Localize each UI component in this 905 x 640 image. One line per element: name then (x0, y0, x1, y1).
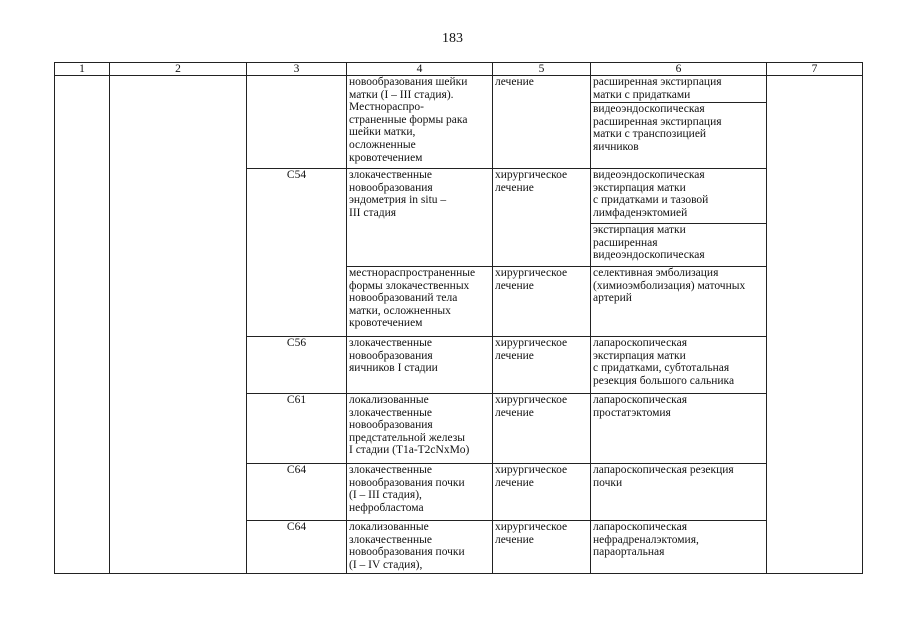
method-cell: экстирпация матки расширенная видеоэндоскопическая (591, 224, 767, 267)
page-number: 183 (442, 31, 463, 46)
table-row (55, 76, 863, 103)
condition-cell: злокачественные новообразования эндометрия in situ – III стадия (347, 169, 493, 267)
header-col-4: 4 (347, 63, 493, 76)
method-cell: видеоэндоскопическая расширенная экстирпация матки с транспозицией яичников (591, 103, 767, 169)
header-col-5: 5 (493, 63, 591, 76)
code-cell (247, 76, 347, 169)
col-7-cell (767, 76, 863, 574)
code-cell: С61 (247, 394, 347, 464)
code-cell: С54 (247, 169, 347, 337)
col-1-cell (55, 76, 110, 574)
header-col-3: 3 (247, 63, 347, 76)
header-col-6: 6 (591, 63, 767, 76)
col-2-cell (110, 76, 247, 574)
method-cell: лапароскопическая экстирпация матки с придатками, субтотальная резекция большого сальника (591, 337, 767, 394)
treatment-cell: хирургическое лечение (493, 267, 591, 337)
medical-care-table (54, 62, 863, 574)
condition-cell: локализованные злокачественные новообразования предстательной железы I стадии (T1a-T2cNxMo) (347, 394, 493, 464)
condition-cell: злокачественные новообразования почки (I – III стадия), нефробластома (347, 464, 493, 521)
treatment-cell: хирургическое лечение (493, 394, 591, 464)
method-cell: видеоэндоскопическая экстирпация матки с придатками и тазовой лимфаденэктомией (591, 169, 767, 224)
header-row (55, 63, 863, 76)
condition-cell: локализованные злокачественные новообразования почки (I – IV стадия), (347, 521, 493, 574)
code-cell: С64 (247, 521, 347, 574)
condition-cell: злокачественные новообразования яичников I стадии (347, 337, 493, 394)
header-col-1: 1 (55, 63, 110, 76)
code-cell: С56 (247, 337, 347, 394)
header-col-2: 2 (110, 63, 247, 76)
condition-cell: новообразования шейки матки (I – III стадия). Местнораспро- страненные формы рака шейки матки, осложненные кровотечением (347, 76, 493, 169)
treatment-cell: хирургическое лечение (493, 521, 591, 574)
condition-cell: местнораспространенные формы злокачественных новообразований тела матки, осложненных кровотечением (347, 267, 493, 337)
treatment-cell: лечение (493, 76, 591, 169)
method-cell: лапароскопическая резекция почки (591, 464, 767, 521)
method-cell: селективная эмболизация (химиоэмболизация) маточных артерий (591, 267, 767, 337)
method-cell: расширенная экстирпация матки с придатками (591, 76, 767, 103)
header-col-7: 7 (767, 63, 863, 76)
method-cell: лапароскопическая нефрадреналэктомия, параортальная (591, 521, 767, 574)
treatment-cell: хирургическое лечение (493, 169, 591, 267)
treatment-cell: хирургическое лечение (493, 337, 591, 394)
treatment-cell: хирургическое лечение (493, 464, 591, 521)
method-cell: лапароскопическая простатэктомия (591, 394, 767, 464)
code-cell: С64 (247, 464, 347, 521)
